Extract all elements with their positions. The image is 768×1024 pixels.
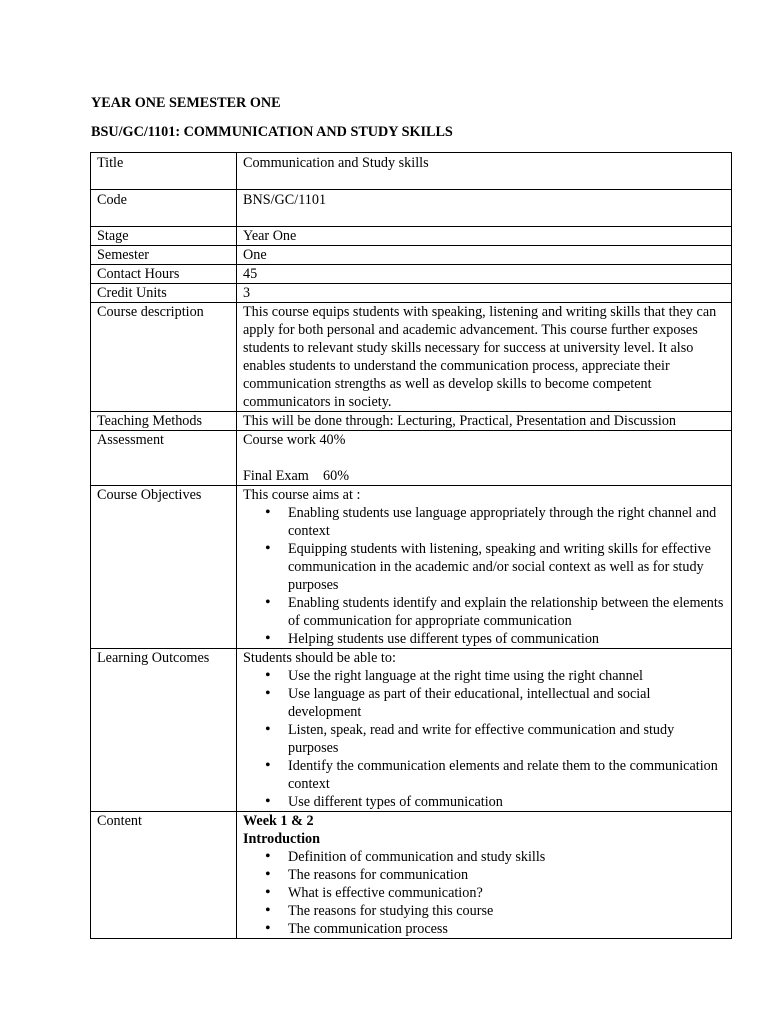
- row-value: One: [237, 246, 732, 265]
- list-item: • Enabling students use language appropriately through the right channel and context: [243, 504, 727, 540]
- list-item: • Enabling students identify and explain the relationship between the elements of communication for appropriate communication: [243, 594, 727, 630]
- row-label: Course description: [91, 303, 237, 412]
- row-value: [237, 649, 732, 812]
- row-label: Learning Outcomes: [91, 649, 237, 812]
- row-label: Teaching Methods: [91, 412, 237, 431]
- row-value: [237, 812, 732, 939]
- final-exam-value: 60%: [323, 468, 350, 484]
- final-exam-label: Final Exam: [243, 468, 309, 484]
- row-value: This course equips students with speaking, listening and writing skills that they can apply for both personal and academic advancement. This course further exposes students to relevant study skills necessary for success at university level. It also enables students to understand the communication process, appreciate their communication strengths as well as develop skills to become competent communicators in society.: [237, 303, 732, 412]
- row-value: BNS/GC/1101: [237, 190, 732, 227]
- coursework-weight: Course work 40%: [243, 432, 346, 448]
- row-teaching-methods: [91, 412, 732, 431]
- outcomes-list: [243, 667, 727, 811]
- row-label: Title: [91, 153, 237, 190]
- list-item: • Use different types of communication: [243, 793, 727, 811]
- row-label: Course Objectives: [91, 486, 237, 649]
- row-label: Stage: [91, 227, 237, 246]
- final-exam-weight: [243, 467, 727, 485]
- list-item: • Identify the communication elements and relate them to the communication context: [243, 757, 727, 793]
- row-value: 3: [237, 284, 732, 303]
- content-week: Week 1 & 2: [243, 813, 314, 829]
- row-course-objectives: [91, 486, 732, 649]
- outcomes-intro: Students should be able to:: [243, 650, 396, 666]
- row-label: Assessment: [91, 431, 237, 486]
- list-item: • Equipping students with listening, speaking and writing skills for effective communication in the academic and/or social context as well as for study purposes: [243, 540, 727, 594]
- row-value: 45: [237, 265, 732, 284]
- row-value: Year One: [237, 227, 732, 246]
- row-label: Semester: [91, 246, 237, 265]
- row-code: [91, 190, 732, 227]
- row-course-description: [91, 303, 732, 412]
- row-label: Credit Units: [91, 284, 237, 303]
- row-semester: [91, 246, 732, 265]
- list-item: • Use the right language at the right time using the right channel: [243, 667, 727, 685]
- row-value: [237, 486, 732, 649]
- list-item: • The reasons for communication: [243, 866, 727, 884]
- row-contact-hours: [91, 265, 732, 284]
- list-item: • What is effective communication?: [243, 884, 727, 902]
- list-item: • The communication process: [243, 920, 727, 938]
- row-credit-units: [91, 284, 732, 303]
- row-value: This will be done through: Lecturing, Practical, Presentation and Discussion: [237, 412, 732, 431]
- row-stage: [91, 227, 732, 246]
- list-item: • Definition of communication and study skills: [243, 848, 727, 866]
- row-content: [91, 812, 732, 939]
- row-learning-outcomes: [91, 649, 732, 812]
- row-assessment: [91, 431, 732, 486]
- row-label: Code: [91, 190, 237, 227]
- content-section: Introduction: [243, 831, 320, 847]
- list-item: • Listen, speak, read and write for effective communication and study purposes: [243, 721, 727, 757]
- row-title: [91, 153, 732, 190]
- list-item: • Use language as part of their educational, intellectual and social development: [243, 685, 727, 721]
- list-item: • Helping students use different types of communication: [243, 630, 727, 648]
- row-value: [237, 431, 732, 486]
- row-value: Communication and Study skills: [237, 153, 732, 190]
- list-item: • The reasons for studying this course: [243, 902, 727, 920]
- course-table: [90, 152, 732, 939]
- course-heading: BSU/GC/1101: COMMUNICATION AND STUDY SKILLS: [91, 124, 453, 140]
- page-heading: YEAR ONE SEMESTER ONE: [91, 95, 281, 111]
- row-label: Contact Hours: [91, 265, 237, 284]
- row-label: Content: [91, 812, 237, 939]
- objectives-intro: This course aims at :: [243, 487, 361, 503]
- content-list: [243, 848, 727, 938]
- objectives-list: [243, 504, 727, 648]
